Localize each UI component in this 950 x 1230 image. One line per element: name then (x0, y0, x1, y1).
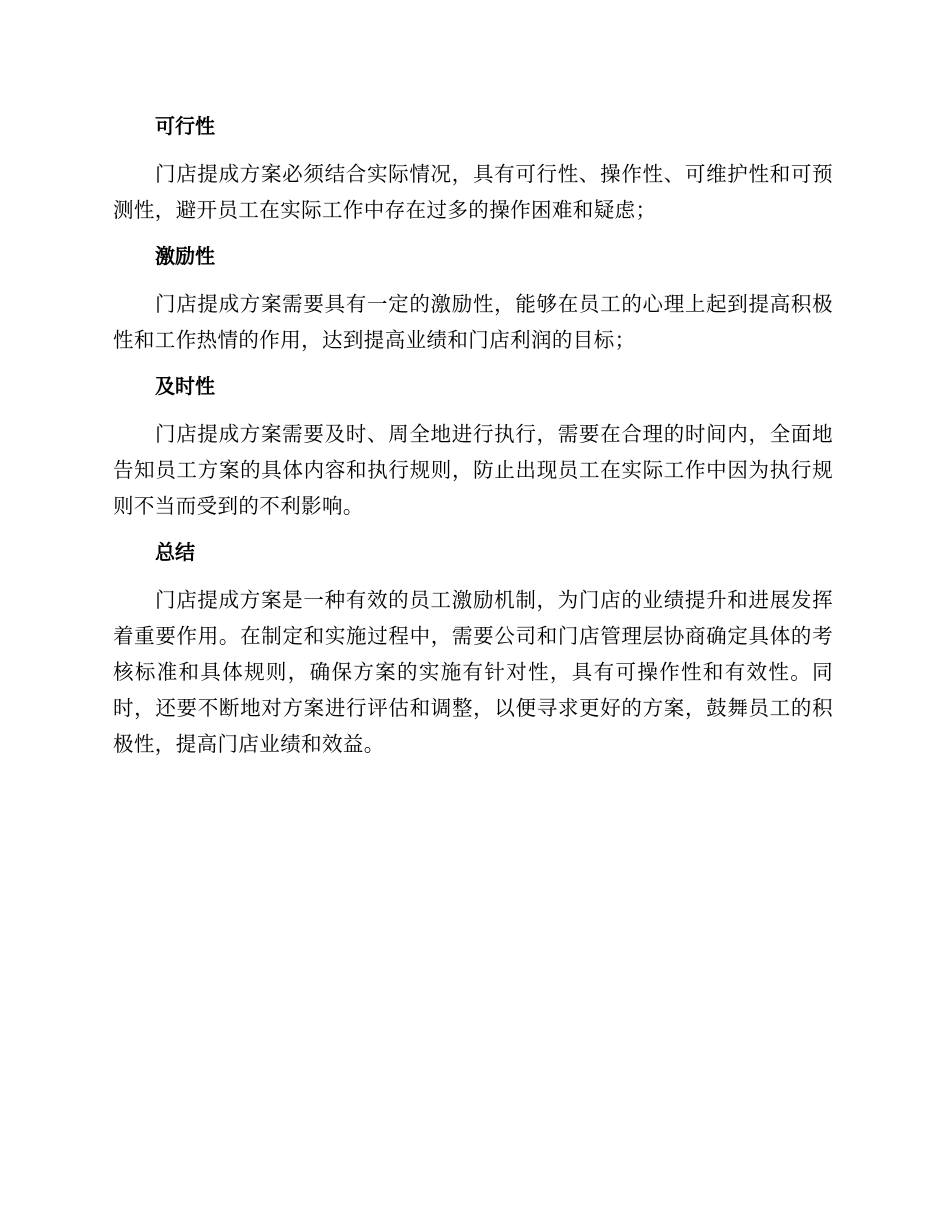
section-body-incentive: 门店提成方案需要具有一定的激励性，能够在员工的心理上起到提高积极性和工作热情的作用，达到提高业绩和门店利润的目标； (113, 292, 833, 352)
section-heading-incentive: 激励性 (155, 244, 215, 268)
section-heading-summary: 总结 (155, 540, 195, 564)
section-heading-feasibility: 可行性 (155, 114, 215, 138)
document-content (113, 108, 833, 772)
section-body-summary: 门店提成方案是一种有效的员工激励机制，为门店的业绩提升和进展发挥着重要作用。在制定和实施过程中，需要公司和门店管理层协商确定具体的考核标准和具体规则，确保方案的实施有针对性，具有可操作性和有效性。同时，还要不断地对方案进行评估和调整，以便寻求更好的方案，鼓舞员工的积极性，提高门店业绩和效益。 (113, 588, 833, 756)
section-body-feasibility: 门店提成方案必须结合实际情况，具有可行性、操作性、可维护性和可预测性，避开员工在实际工作中存在过多的操作困难和疑虑； (113, 162, 833, 222)
section-body-timeliness: 门店提成方案需要及时、周全地进行执行，需要在合理的时间内，全面地告知员工方案的具体内容和执行规则，防止出现员工在实际工作中因为执行规则不当而受到的不利影响。 (113, 422, 833, 518)
section-heading-timeliness: 及时性 (155, 374, 215, 398)
